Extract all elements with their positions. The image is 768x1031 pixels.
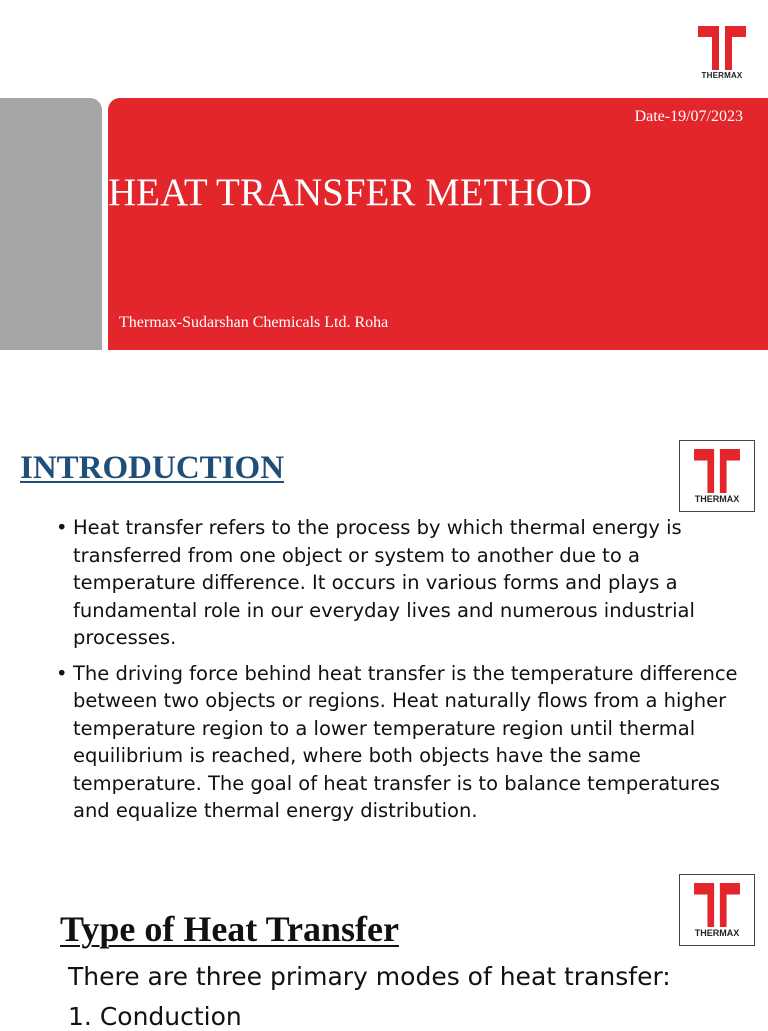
thermax-logo-box <box>679 440 755 512</box>
bullet-marker: • <box>56 516 68 539</box>
logo-text: THERMAX <box>701 71 743 80</box>
list-item <box>56 514 746 652</box>
introduction-heading: INTRODUCTION <box>20 450 285 486</box>
list-item <box>68 1002 242 1031</box>
thermax-logo-box <box>679 874 755 946</box>
thermax-logo <box>696 26 748 80</box>
slide-title: HEAT TRANSFER METHOD <box>108 171 592 214</box>
thermax-logo-icon <box>694 883 740 927</box>
slide-date: Date-19/07/2023 <box>634 108 743 125</box>
title-slide <box>0 0 768 350</box>
side-accent-bar <box>0 98 102 350</box>
logo-text: THERMAX <box>694 927 740 938</box>
thermax-logo-icon <box>694 449 740 493</box>
title-panel <box>108 98 768 350</box>
company-name: Thermax-Sudarshan Chemicals Ltd. Roha <box>119 314 389 331</box>
types-intro: There are three primary modes of heat transfer: <box>68 962 671 991</box>
intro-bullet-list <box>56 514 746 833</box>
types-list <box>68 1002 242 1031</box>
bullet-marker: • <box>56 661 68 685</box>
thermax-logo-icon <box>698 26 746 70</box>
bullet-text: Heat transfer refers to the process by which thermal energy is transferred from one object or system to another due to a temperature difference. It occurs in various forms and plays a fundamental role in our everyday lives and numerous industrial processes. <box>73 516 695 649</box>
types-heading: Type of Heat Transfer <box>60 909 399 949</box>
list-item <box>56 660 746 825</box>
introduction-slide <box>0 350 768 1031</box>
bullet-text: The driving force behind heat transfer is the temperature difference between two objects or regions. Heat naturally flows from a higher temperature region to a lower temperature region until thermal equilibrium is reached, where both objects have the same temperature. The goal of heat transfer is to balance temperatures and equalize thermal energy distribution. <box>73 661 738 822</box>
list-number: 1. <box>68 1002 92 1031</box>
logo-text: THERMAX <box>694 493 740 504</box>
list-label: Conduction <box>99 1002 242 1031</box>
